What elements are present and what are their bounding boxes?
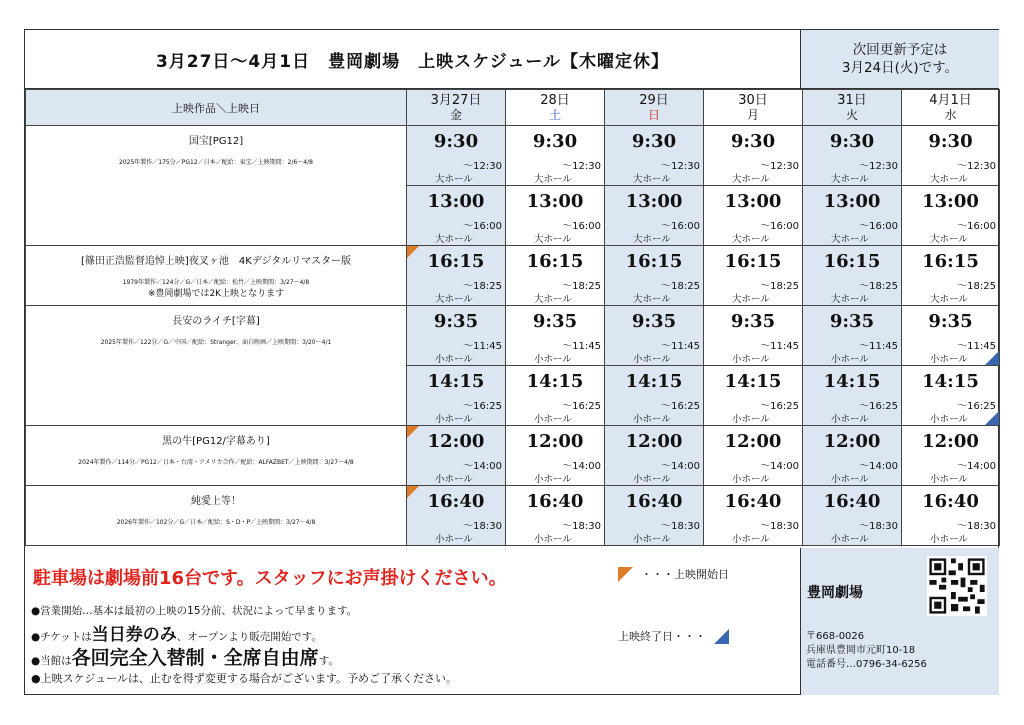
bullet-ticket-post: 、オープンより販売開始です。 — [176, 631, 322, 643]
schedule-sheet — [24, 29, 999, 695]
showtime-cell — [902, 126, 1000, 186]
film-meta: 2025年製作／122分／G／中国／配給：Stranger、面白映画／上映期間：3/20～4/1 — [100, 339, 332, 346]
showtime-cell — [407, 486, 506, 546]
day-header — [407, 90, 506, 126]
hall-label: 小ホール — [435, 534, 473, 545]
showtime-cell — [407, 126, 506, 186]
bullet-ticket — [31, 620, 322, 645]
hall-label: 大ホール — [534, 174, 572, 185]
showtime-end: ～18:25 — [562, 281, 601, 292]
showtime-cell — [902, 486, 1000, 546]
showtime-end: ～12:30 — [957, 161, 996, 172]
start-marker-icon — [618, 567, 633, 582]
legend-end-label: 上映終了日・・・ — [618, 630, 706, 643]
bullet-seating-pre: ●当館は — [31, 655, 72, 667]
theater-info — [801, 548, 999, 695]
showtime-end: ～14:00 — [957, 461, 996, 472]
showtime-start: 16:40 — [526, 491, 584, 512]
day-header — [803, 90, 902, 126]
showtime-cell — [605, 246, 704, 306]
showtime-start: 12:00 — [427, 431, 485, 452]
parking-notice: 駐車場は劇場前16台です。スタッフにお声掛けください。 — [33, 568, 507, 589]
hall-label: 大ホール — [534, 234, 572, 245]
showtime-cell — [704, 426, 803, 486]
showtime-end: ～16:00 — [562, 221, 601, 232]
schedule-table — [25, 89, 1000, 546]
day-date: 4月1日 — [929, 92, 972, 108]
showtime-end: ～18:25 — [463, 281, 502, 292]
hall-label: 小ホール — [435, 474, 473, 485]
hall-label: 小ホール — [633, 474, 671, 485]
showtime-cell — [803, 486, 902, 546]
hall-label: 小ホール — [534, 474, 572, 485]
hall-label: 小ホール — [435, 414, 473, 425]
hall-label: 小ホール — [732, 534, 770, 545]
hall-label: 大ホール — [831, 174, 869, 185]
showtime-start: 16:40 — [922, 491, 979, 512]
film-meta: 2024年製作／114分／PG12／日本・台湾・アメリカ合作／配給：ALFAZBET／上映期間：3/27～4/8 — [78, 459, 354, 466]
day-weekday: 日 — [647, 107, 660, 122]
showtime-cell — [605, 426, 704, 486]
showtime-start: 16:40 — [823, 491, 881, 512]
hall-label: 小ホール — [930, 414, 968, 425]
showtime-start: 13:00 — [724, 191, 782, 212]
phone-number: 電話番号…0796-34-6256 — [806, 659, 927, 670]
showtime-end: ～16:25 — [859, 401, 898, 412]
showtime-end: ～18:25 — [859, 281, 898, 292]
showtime-start: 13:00 — [922, 191, 979, 212]
table-row — [26, 486, 1000, 546]
legend-start-label: ・・・上映開始日 — [641, 568, 729, 581]
hall-label: 小ホール — [633, 534, 671, 545]
hall-label: 大ホール — [633, 234, 671, 245]
showtime-cell — [704, 186, 803, 246]
film-title: 黒の牛[PG12/字幕あり] — [162, 436, 270, 447]
update-notice — [801, 30, 999, 89]
showtime-end: ～14:00 — [661, 461, 700, 472]
showtime-cell — [407, 306, 506, 366]
showtime-cell — [506, 126, 605, 186]
showtime-end: ～16:25 — [957, 401, 996, 412]
showtime-end: ～16:00 — [661, 221, 700, 232]
showtime-end: ～11:45 — [760, 341, 799, 352]
showtime-start: 14:15 — [922, 371, 979, 392]
showtime-cell — [506, 366, 605, 426]
hall-label: 小ホール — [831, 354, 869, 365]
showtime-cell — [803, 366, 902, 426]
showtime-cell — [407, 186, 506, 246]
showtime-start: 16:15 — [526, 251, 584, 272]
showtime-start: 9:35 — [433, 311, 479, 332]
showtime-cell — [902, 426, 1000, 486]
showtime-end: ～18:25 — [957, 281, 996, 292]
hall-label: 小ホール — [831, 474, 869, 485]
showtime-end: ～12:30 — [463, 161, 502, 172]
bullet-seating-post: す。 — [318, 655, 339, 667]
hall-label: 小ホール — [534, 534, 572, 545]
legend-start — [618, 566, 729, 582]
film-info-cell — [26, 126, 407, 246]
film-info-cell — [26, 426, 407, 486]
showtime-start: 16:40 — [427, 491, 485, 512]
postal-code: 〒668-0026 — [806, 631, 865, 642]
legend-end — [618, 628, 729, 644]
film-meta: 2025年製作／175分／PG12／日本／配給：東宝／上映期間：2/6～4/8 — [119, 159, 313, 166]
showtime-start: 12:00 — [526, 431, 584, 452]
table-row — [26, 126, 1000, 186]
bullet-seating — [31, 643, 339, 670]
hall-label: 小ホール — [633, 414, 671, 425]
day-date: 29日 — [639, 92, 669, 108]
day-header — [605, 90, 704, 126]
film-title: 国宝[PG12] — [188, 136, 244, 147]
showtime-start: 16:15 — [625, 251, 683, 272]
film-meta: 1979年製作／124分／G／日本／配給：松竹／上映期間：3/27～4/8 — [122, 279, 310, 286]
showtime-start: 12:00 — [625, 431, 683, 452]
hall-label: 小ホール — [732, 414, 770, 425]
theater-name: 豊岡劇場 — [807, 585, 863, 601]
hall-label: 小ホール — [930, 534, 968, 545]
hall-label: 大ホール — [930, 174, 968, 185]
showtime-start: 9:30 — [631, 131, 677, 152]
showtime-end: ～16:25 — [661, 401, 700, 412]
hall-label: 大ホール — [435, 294, 473, 305]
showtime-cell — [803, 126, 902, 186]
hall-label: 大ホール — [732, 174, 770, 185]
showtime-cell — [605, 486, 704, 546]
qr-code-icon[interactable] — [927, 556, 987, 616]
film-title: [篠田正浩監督追悼上映]夜叉ヶ池 4Kデジタルリマスター版 — [81, 256, 351, 267]
page-title: 3月27日～4月1日 豊岡劇場 上映スケジュール【木曜定休】 — [25, 30, 801, 89]
showtime-end: ～12:30 — [760, 161, 799, 172]
showtime-start: 14:15 — [427, 371, 485, 392]
showtime-start: 13:00 — [427, 191, 485, 212]
showtime-cell — [407, 366, 506, 426]
day-date: 30日 — [738, 92, 768, 108]
showtime-end: ～18:30 — [957, 521, 996, 532]
showtime-start: 9:30 — [928, 131, 973, 152]
showtime-start: 9:35 — [532, 311, 578, 332]
showtime-start: 14:15 — [625, 371, 683, 392]
film-info-cell — [26, 306, 407, 426]
showtime-cell — [704, 246, 803, 306]
showtime-cell — [803, 426, 902, 486]
showtime-start: 13:00 — [526, 191, 584, 212]
day-date: 28日 — [540, 92, 570, 108]
showtime-start: 16:40 — [625, 491, 683, 512]
hall-label: 大ホール — [831, 294, 869, 305]
showtime-cell — [407, 246, 506, 306]
day-date: 3月27日 — [430, 92, 482, 108]
hall-label: 小ホール — [534, 354, 572, 365]
showtime-start: 14:15 — [823, 371, 881, 392]
showtime-start: 12:00 — [922, 431, 979, 452]
showtime-end: ～16:25 — [463, 401, 502, 412]
day-header — [704, 90, 803, 126]
hall-label: 大ホール — [534, 294, 572, 305]
film-title: 純愛上等！ — [191, 496, 241, 507]
showtime-start: 9:30 — [532, 131, 578, 152]
showtime-end: ～14:00 — [463, 461, 502, 472]
showtime-end: ～18:30 — [562, 521, 601, 532]
hall-label: 大ホール — [633, 294, 671, 305]
showtime-start: 9:35 — [631, 311, 677, 332]
showtime-end: ～11:45 — [859, 341, 898, 352]
hall-label: 大ホール — [435, 174, 473, 185]
day-header — [506, 90, 605, 126]
showtime-cell — [704, 486, 803, 546]
table-row — [26, 306, 1000, 366]
showtime-cell — [902, 366, 1000, 426]
bullet-ticket-emphasis: 当日券のみ — [91, 625, 177, 645]
showtime-start: 16:15 — [724, 251, 782, 272]
day-weekday: 水 — [944, 107, 957, 122]
showtime-end: ～16:25 — [760, 401, 799, 412]
bullet-opening: ●営業開始…基本は最初の上映の15分前、状況によって早まります。 — [31, 605, 358, 617]
showtime-end: ～11:45 — [463, 341, 502, 352]
showtime-cell — [407, 426, 506, 486]
table-row — [26, 246, 1000, 306]
end-marker-icon — [714, 629, 729, 644]
showtime-cell — [704, 306, 803, 366]
showtime-start: 14:15 — [526, 371, 584, 392]
update-notice-line1: 次回更新予定は — [852, 42, 948, 58]
film-meta: 2026年製作／102分／G／日本／配給：S・D・P／上映期間：3/27～4/8 — [116, 519, 316, 526]
day-weekday: 土 — [548, 107, 561, 122]
day-weekday: 月 — [746, 107, 759, 122]
showtime-end: ～12:30 — [562, 161, 601, 172]
showtime-start: 13:00 — [625, 191, 683, 212]
showtime-end: ～12:30 — [661, 161, 700, 172]
showtime-end: ～14:00 — [859, 461, 898, 472]
hall-label: 小ホール — [732, 474, 770, 485]
hall-label: 大ホール — [633, 174, 671, 185]
end-marker-icon — [985, 411, 999, 425]
showtime-start: 12:00 — [724, 431, 782, 452]
showtime-end: ～16:00 — [859, 221, 898, 232]
end-marker-icon — [985, 351, 999, 365]
hall-label: 大ホール — [732, 234, 770, 245]
showtime-start: 9:30 — [829, 131, 875, 152]
showtime-end: ～16:00 — [463, 221, 502, 232]
corner-header: 上映作品＼上映日 — [26, 90, 407, 126]
hall-label: 小ホール — [930, 474, 968, 485]
showtime-cell — [605, 186, 704, 246]
theater-address-block — [806, 630, 927, 672]
showtime-end: ～18:25 — [760, 281, 799, 292]
showtime-end: ～14:00 — [760, 461, 799, 472]
showtime-cell — [803, 306, 902, 366]
showtime-cell — [803, 246, 902, 306]
showtime-end: ～16:25 — [562, 401, 601, 412]
hall-label: 大ホール — [435, 234, 473, 245]
bullet-ticket-pre: ●チケットは — [31, 631, 92, 643]
showtime-end: ～16:00 — [957, 221, 996, 232]
showtime-cell — [605, 306, 704, 366]
day-weekday: 火 — [845, 107, 858, 122]
showtime-cell — [506, 426, 605, 486]
showtime-start: 16:15 — [922, 251, 979, 272]
hall-label: 小ホール — [930, 354, 968, 365]
showtime-cell — [506, 486, 605, 546]
showtime-start: 16:40 — [724, 491, 782, 512]
hall-label: 小ホール — [633, 354, 671, 365]
showtime-end: ～18:30 — [760, 521, 799, 532]
street-address: 兵庫県豊岡市元町10-18 — [806, 645, 916, 656]
day-header — [902, 90, 1000, 126]
showtime-end: ～11:45 — [957, 341, 996, 352]
showtime-cell — [506, 246, 605, 306]
day-weekday: 金 — [449, 107, 462, 122]
showtime-end: ～11:45 — [562, 341, 601, 352]
bullet-seating-emphasis: 各回完全入替制・全席自由席 — [71, 647, 319, 669]
showtime-cell — [902, 186, 1000, 246]
hall-label: 大ホール — [831, 234, 869, 245]
hall-label: 小ホール — [534, 414, 572, 425]
showtime-start: 9:35 — [829, 311, 875, 332]
table-row — [26, 426, 1000, 486]
showtime-end: ～18:30 — [463, 521, 502, 532]
showtime-cell — [902, 306, 1000, 366]
hall-label: 小ホール — [831, 534, 869, 545]
showtime-start: 13:00 — [823, 191, 881, 212]
film-info-cell — [26, 486, 407, 546]
showtime-cell — [803, 186, 902, 246]
footer-notes — [25, 548, 801, 695]
showtime-start: 9:30 — [433, 131, 479, 152]
showtime-cell — [605, 366, 704, 426]
showtime-cell — [704, 126, 803, 186]
update-notice-line2: 3月24日(火)です。 — [841, 60, 959, 76]
showtime-start: 12:00 — [823, 431, 881, 452]
showtime-start: 16:15 — [427, 251, 485, 272]
showtime-start: 16:15 — [823, 251, 881, 272]
hall-label: 小ホール — [435, 354, 473, 365]
showtime-start: 9:35 — [730, 311, 776, 332]
hall-label: 大ホール — [732, 294, 770, 305]
hall-label: 小ホール — [732, 354, 770, 365]
showtime-cell — [902, 246, 1000, 306]
showtime-cell — [605, 126, 704, 186]
showtime-start: 9:30 — [730, 131, 776, 152]
film-note: ※豊岡劇場では2K上映となります — [147, 289, 285, 299]
showtime-end: ～18:25 — [661, 281, 700, 292]
film-info-cell — [26, 246, 407, 306]
showtime-start: 14:15 — [724, 371, 782, 392]
showtime-cell — [506, 186, 605, 246]
showtime-cell — [704, 366, 803, 426]
showtime-end: ～18:30 — [661, 521, 700, 532]
showtime-start: 9:35 — [928, 311, 973, 332]
bullet-schedule-change: ●上映スケジュールは、止むを得ず変更する場合がございます。予めご了承ください。 — [31, 672, 458, 685]
showtime-end: ～18:30 — [859, 521, 898, 532]
hall-label: 小ホール — [831, 414, 869, 425]
day-date: 31日 — [837, 92, 867, 108]
film-title: 長安のライチ[字幕] — [172, 316, 260, 327]
hall-label: 大ホール — [930, 294, 968, 305]
showtime-end: ～12:30 — [859, 161, 898, 172]
showtime-end: ～11:45 — [661, 341, 700, 352]
showtime-end: ～16:00 — [760, 221, 799, 232]
showtime-end: ～14:00 — [562, 461, 601, 472]
showtime-cell — [506, 306, 605, 366]
hall-label: 大ホール — [930, 234, 968, 245]
